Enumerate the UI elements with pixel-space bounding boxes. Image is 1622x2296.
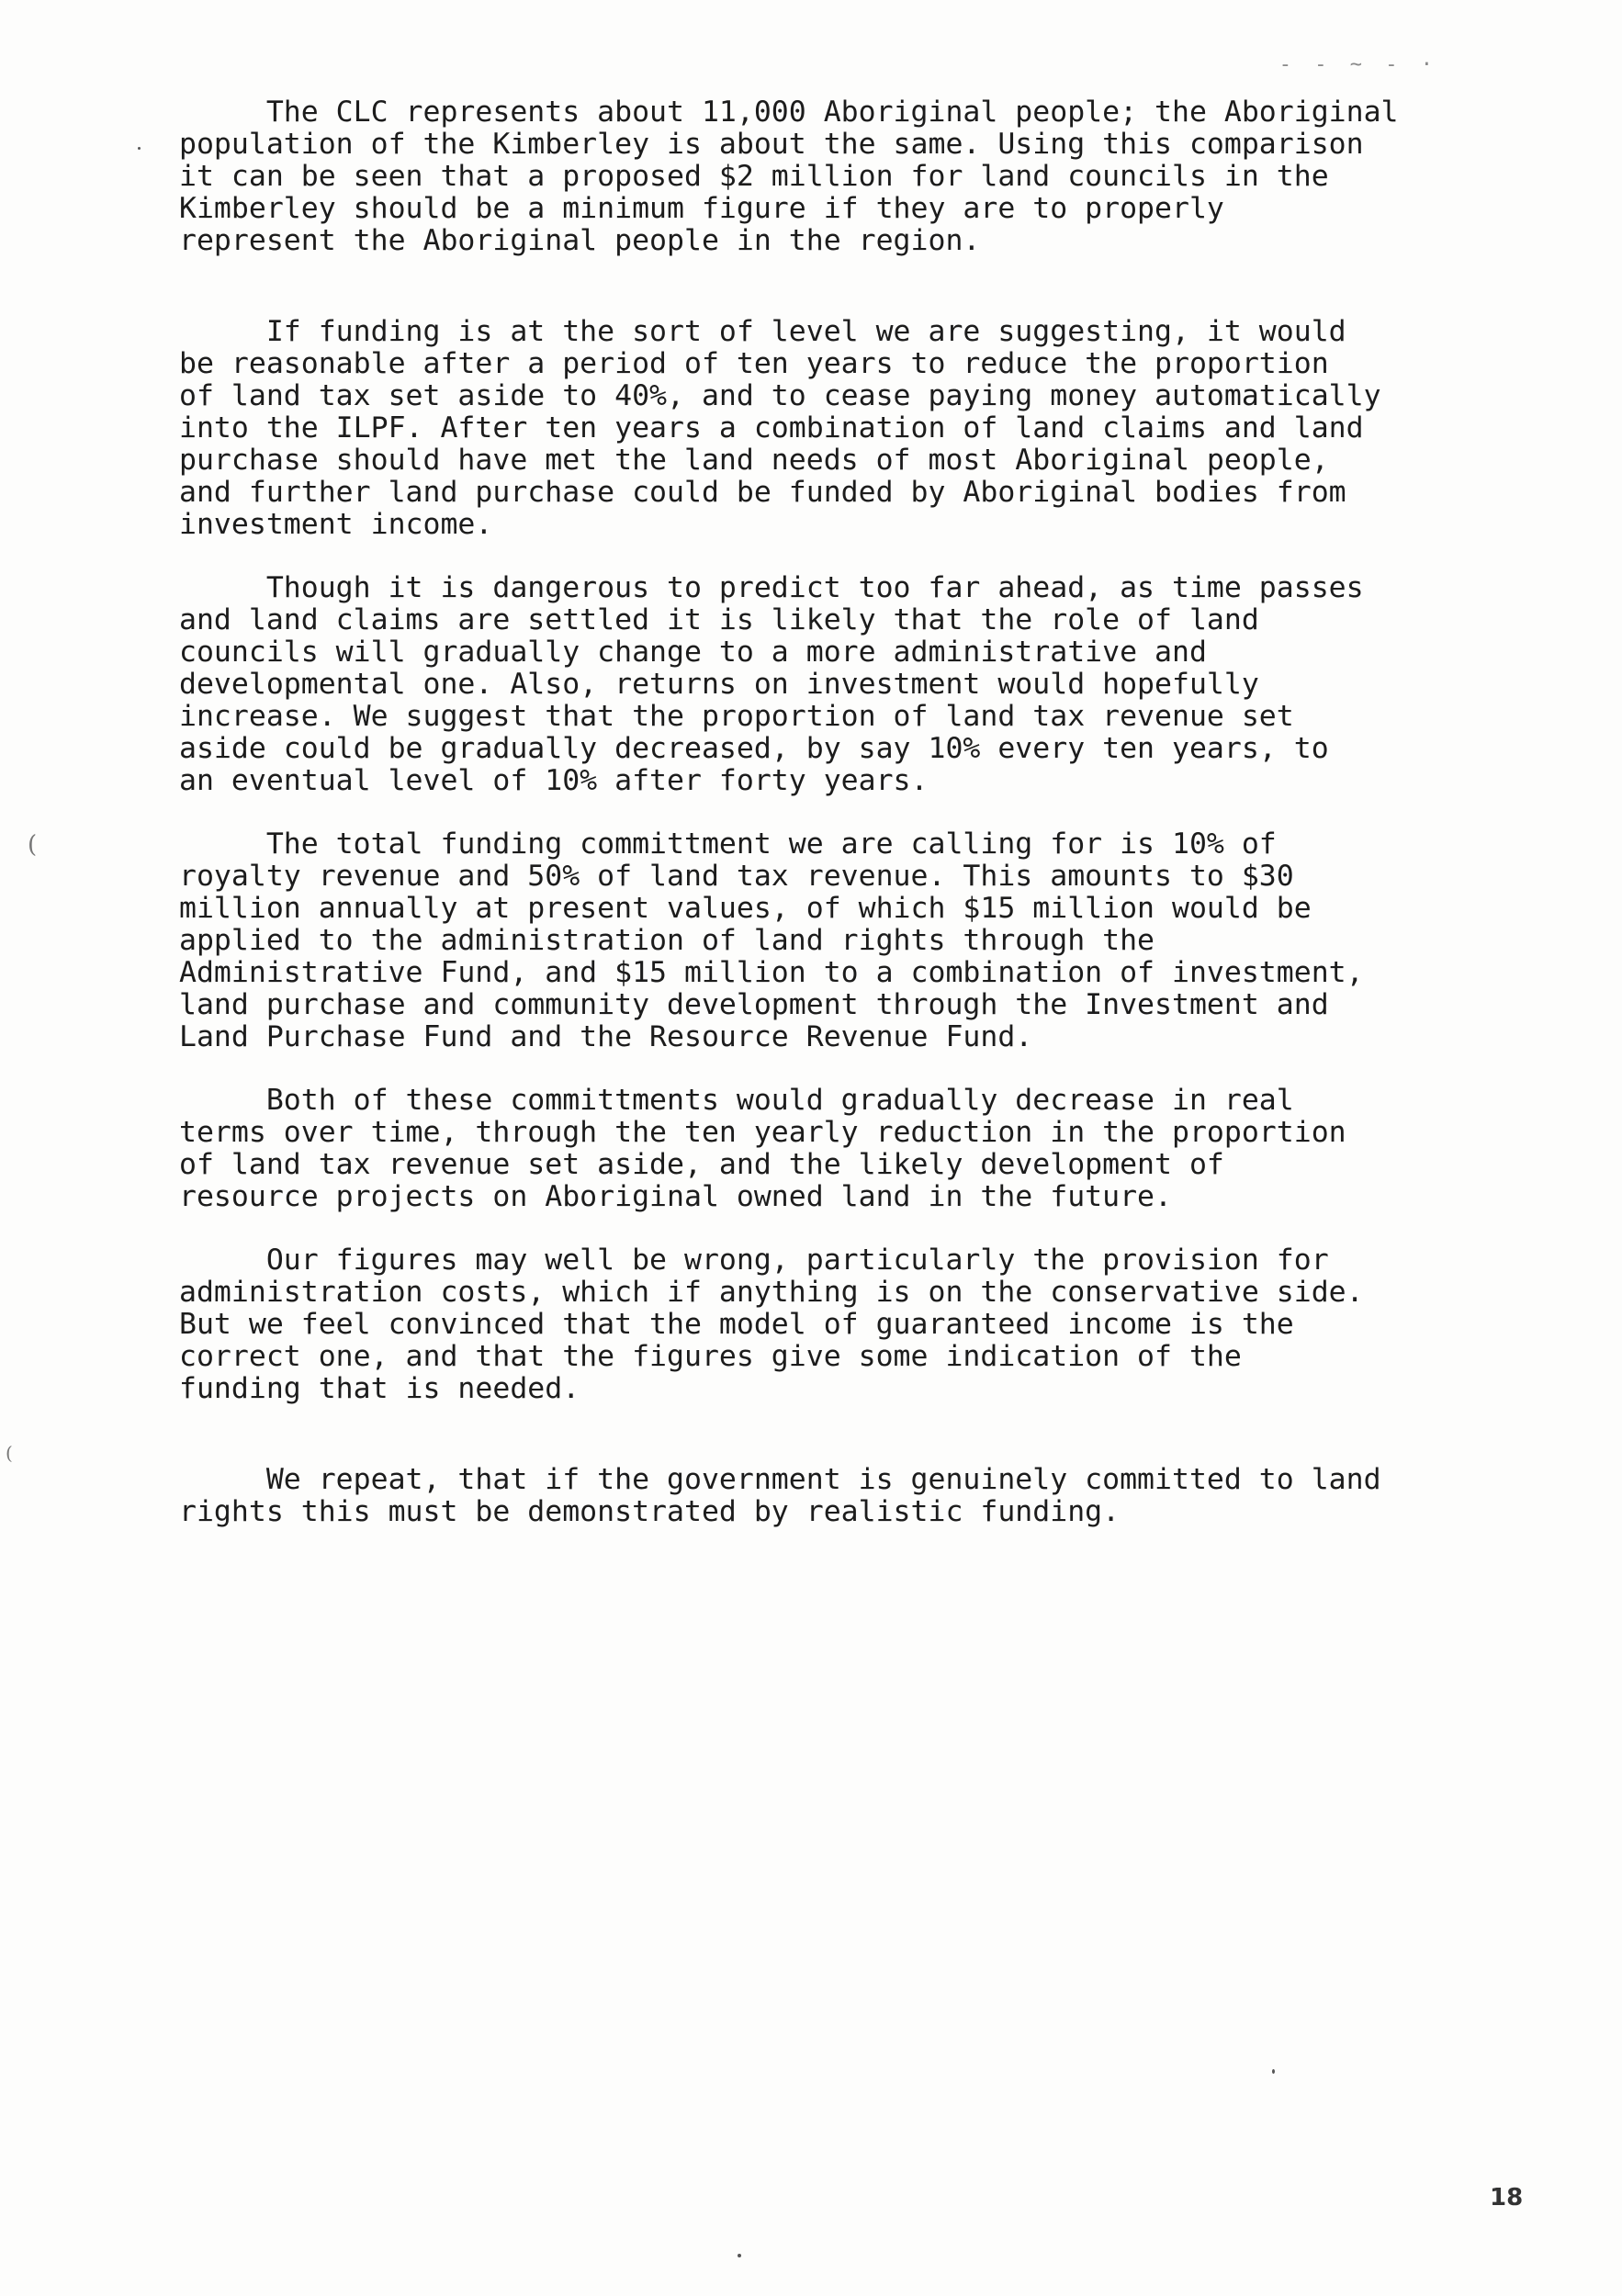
text-line: land purchase and community development through the Investment and — [179, 988, 1329, 1021]
text-line: funding that is needed. — [179, 1372, 580, 1405]
text-line: developmental one. Also, returns on investment would hopefully — [179, 668, 1259, 701]
text-line: rights this must be demonstrated by realistic funding. — [179, 1495, 1121, 1528]
text-line: Our figures may well be wrong, particularly the provision for — [179, 1244, 1329, 1277]
scan-speck — [138, 147, 141, 150]
text-line: We repeat, that if the government is genuinely committed to land — [179, 1463, 1381, 1496]
scan-edge-mark: ( — [6, 1442, 13, 1464]
text-line: increase. We suggest that the proportion of land tax revenue set — [179, 700, 1294, 733]
text-line: councils will gradually change to a more administrative and — [179, 636, 1207, 669]
text-line: and land claims are settled it is likely that the role of land — [179, 603, 1259, 636]
text-line: resource projects on Aboriginal owned land in the future. — [179, 1180, 1172, 1213]
scan-speck — [1272, 2069, 1275, 2074]
page-stamp: 18 — [1490, 2184, 1524, 2212]
text-line: Land Purchase Fund and the Resource Revenue Fund. — [179, 1020, 1033, 1053]
text-line: into the ILPF. After ten years a combination of land claims and land — [179, 411, 1364, 445]
paragraph-clc-comparison — [179, 96, 1594, 257]
text-line: purchase should have met the land needs of most Aboriginal people, — [179, 444, 1329, 477]
text-line: royalty revenue and 50% of land tax revenue. This amounts to $30 — [179, 860, 1294, 893]
text-line: The total funding committment we are calling for is 10% of — [179, 827, 1277, 861]
page-number-mark: - - ~ - · — [1278, 53, 1438, 76]
text-line: correct one, and that the figures give some indication of the — [179, 1340, 1242, 1373]
text-line: of land tax revenue set aside, and the likely development of — [179, 1148, 1224, 1181]
text-line: The CLC represents about 11,000 Aboriginal people; the Aboriginal — [179, 96, 1399, 129]
text-line: Though it is dangerous to predict too far ahead, as time passes — [179, 571, 1364, 604]
scan-speck — [738, 2254, 741, 2257]
paragraph-figures — [179, 1244, 1594, 1405]
text-line: represent the Aboriginal people in the region. — [179, 224, 981, 257]
text-line: terms over time, through the ten yearly reduction in the proportion — [179, 1116, 1346, 1149]
text-line: population of the Kimberley is about the same. Using this comparison — [179, 128, 1364, 161]
text-line: applied to the administration of land rights through the — [179, 924, 1155, 957]
text-line: be reasonable after a period of ten years to reduce the proportion — [179, 347, 1329, 380]
text-line: and further land purchase could be funded by Aboriginal bodies from — [179, 476, 1346, 509]
text-line: investment income. — [179, 508, 493, 541]
scan-edge-mark: ( — [28, 831, 38, 859]
text-line: aside could be gradually decreased, by say 10% every ten years, to — [179, 732, 1329, 765]
text-line: an eventual level of 10% after forty years. — [179, 764, 929, 797]
paragraph-total-funding — [179, 828, 1594, 1053]
text-line: But we feel convinced that the model of guaranteed income is the — [179, 1308, 1294, 1341]
text-line: Both of these committments would gradually decrease in real — [179, 1084, 1294, 1117]
text-line: Kimberley should be a minimum figure if they are to properly — [179, 192, 1224, 225]
paragraph-committments — [179, 1085, 1594, 1213]
document-body — [179, 96, 1594, 1528]
text-line: Administrative Fund, and $15 million to a combination of investment, — [179, 956, 1364, 989]
text-line: of land tax set aside to 40%, and to cease paying money automatically — [179, 379, 1381, 412]
paragraph-funding-level — [179, 316, 1594, 541]
text-line: If funding is at the sort of level we are suggesting, it would — [179, 315, 1346, 348]
text-line: it can be seen that a proposed $2 million for land councils in the — [179, 160, 1329, 193]
text-line: million annually at present values, of which $15 million would be — [179, 892, 1312, 925]
paragraph-future-role — [179, 572, 1594, 797]
text-line: administration costs, which if anything is on the conservative side. — [179, 1276, 1364, 1309]
paragraph-conclusion — [179, 1464, 1594, 1528]
